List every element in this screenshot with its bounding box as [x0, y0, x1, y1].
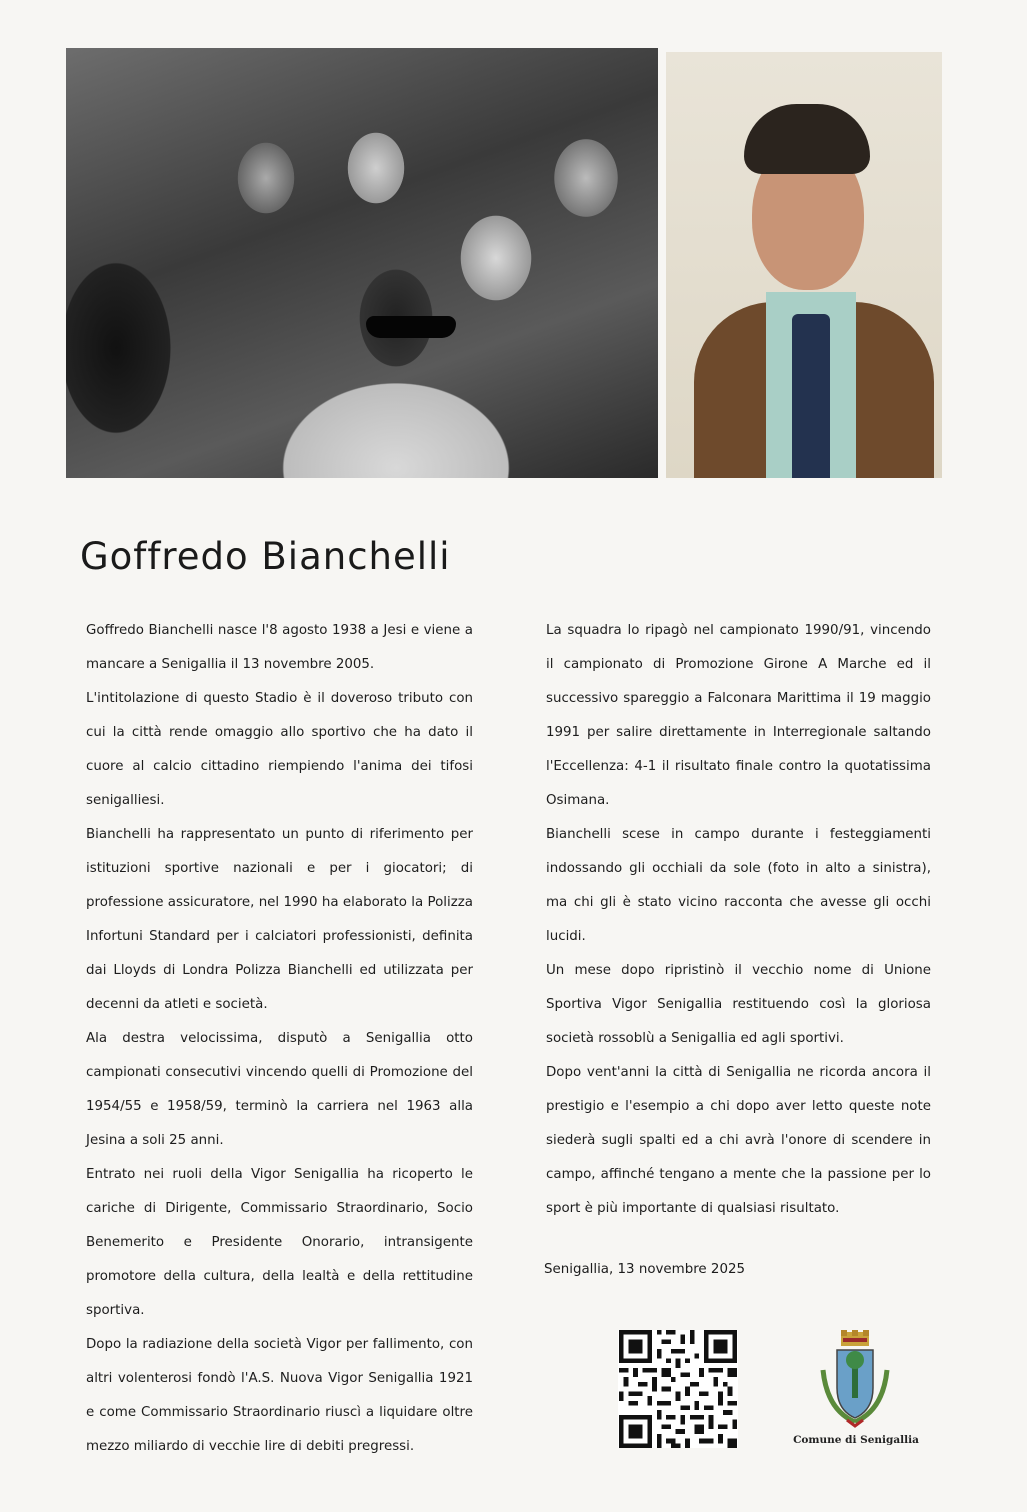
page-title: Goffredo Bianchelli	[80, 535, 451, 578]
paragraph: Bianchelli scese in campo durante i festeggiamenti indossando gli occhiali da sole (foto in alto a sinistra), ma chi gli è stato vicino racconta che avesse gli occhi lucidi.	[546, 827, 931, 944]
qr-code[interactable]	[618, 1330, 738, 1448]
paragraph: Ala destra velocissima, disputò a Senigallia otto campionati consecutivi vincendo quelli di Promozione del 1954/55 e 1958/59, terminò la carriera nel 1963 alla Jesina a soli 25 anni.	[86, 1031, 473, 1148]
portrait-photo	[666, 52, 942, 478]
paragraph: Entrato nei ruoli della Vigor Senigallia ha ricoperto le cariche di Dirigente, Commissario Straordinario, Socio Benemerito e Presidente Onorario, intransigente promotore della cultura, della lealtà e della rettitudine sportiva.	[86, 1167, 473, 1318]
date-line: Senigallia, 13 novembre 2025	[544, 1262, 745, 1277]
emblem-caption: Comune di Senigallia	[793, 1434, 919, 1446]
paragraph: Dopo la radiazione della società Vigor per fallimento, con altri volenterosi fondò l'A.S. Nuova Vigor Senigallia 1921 e come Commissario Straordinario riuscì a liquidare oltre mezzo miliardo di vecchie lire di debiti pregressi.	[86, 1337, 473, 1454]
sunglasses	[366, 316, 456, 338]
paragraph: Goffredo Bianchelli nasce l'8 agosto 1938 a Jesi e viene a mancare a Senigallia il 13 novembre 2005.	[86, 623, 473, 672]
portrait-tie	[792, 314, 830, 478]
paragraph: L'intitolazione di questo Stadio è il doveroso tributo con cui la città rende omaggio allo sportivo che ha dato il cuore al calcio cittadino riempiendo l'anima dei tifosi senigalliesi.	[86, 691, 473, 808]
paragraph: Bianchelli ha rappresentato un punto di riferimento per istituzioni sportive nazionali e per i giocatori; di professione assicuratore, nel 1990 ha elaborato la Polizza Infortuni Standard per i calciatori professionisti, definita dai Lloyds di Londra Polizza Bianchelli ed utilizzata per decenni da atleti e società.	[86, 827, 473, 1012]
paragraph: Un mese dopo ripristinò il vecchio nome di Unione Sportiva Vigor Senigallia restituendo così la gloriosa società rossoblù a Senigallia ed agli sportivi.	[546, 963, 931, 1046]
paragraph: La squadra lo ripagò nel campionato 1990/91, vincendo il campionato di Promozione Girone A Marche ed il successivo spareggio a Falconara Marittima il 19 maggio 1991 per salire direttamente in Interregionale saltando l'Eccellenza: 4-1 il risultato finale contro la quotatissima Osimana.	[546, 623, 931, 808]
paragraph: Dopo vent'anni la città di Senigallia ne ricorda ancora il prestigio e l'esempio a chi dopo aver letto queste note siederà sugli spalti ed a chi avrà l'onore di scendere in campo, affinché tengano a mente che la passione per lo sport è più importante di qualsiasi risultato.	[546, 1065, 931, 1216]
left-text-column	[86, 614, 473, 1464]
portrait-hair	[744, 104, 870, 174]
comune-emblem	[815, 1330, 895, 1430]
crowd-photo	[66, 48, 658, 478]
right-text-column	[546, 614, 931, 1226]
